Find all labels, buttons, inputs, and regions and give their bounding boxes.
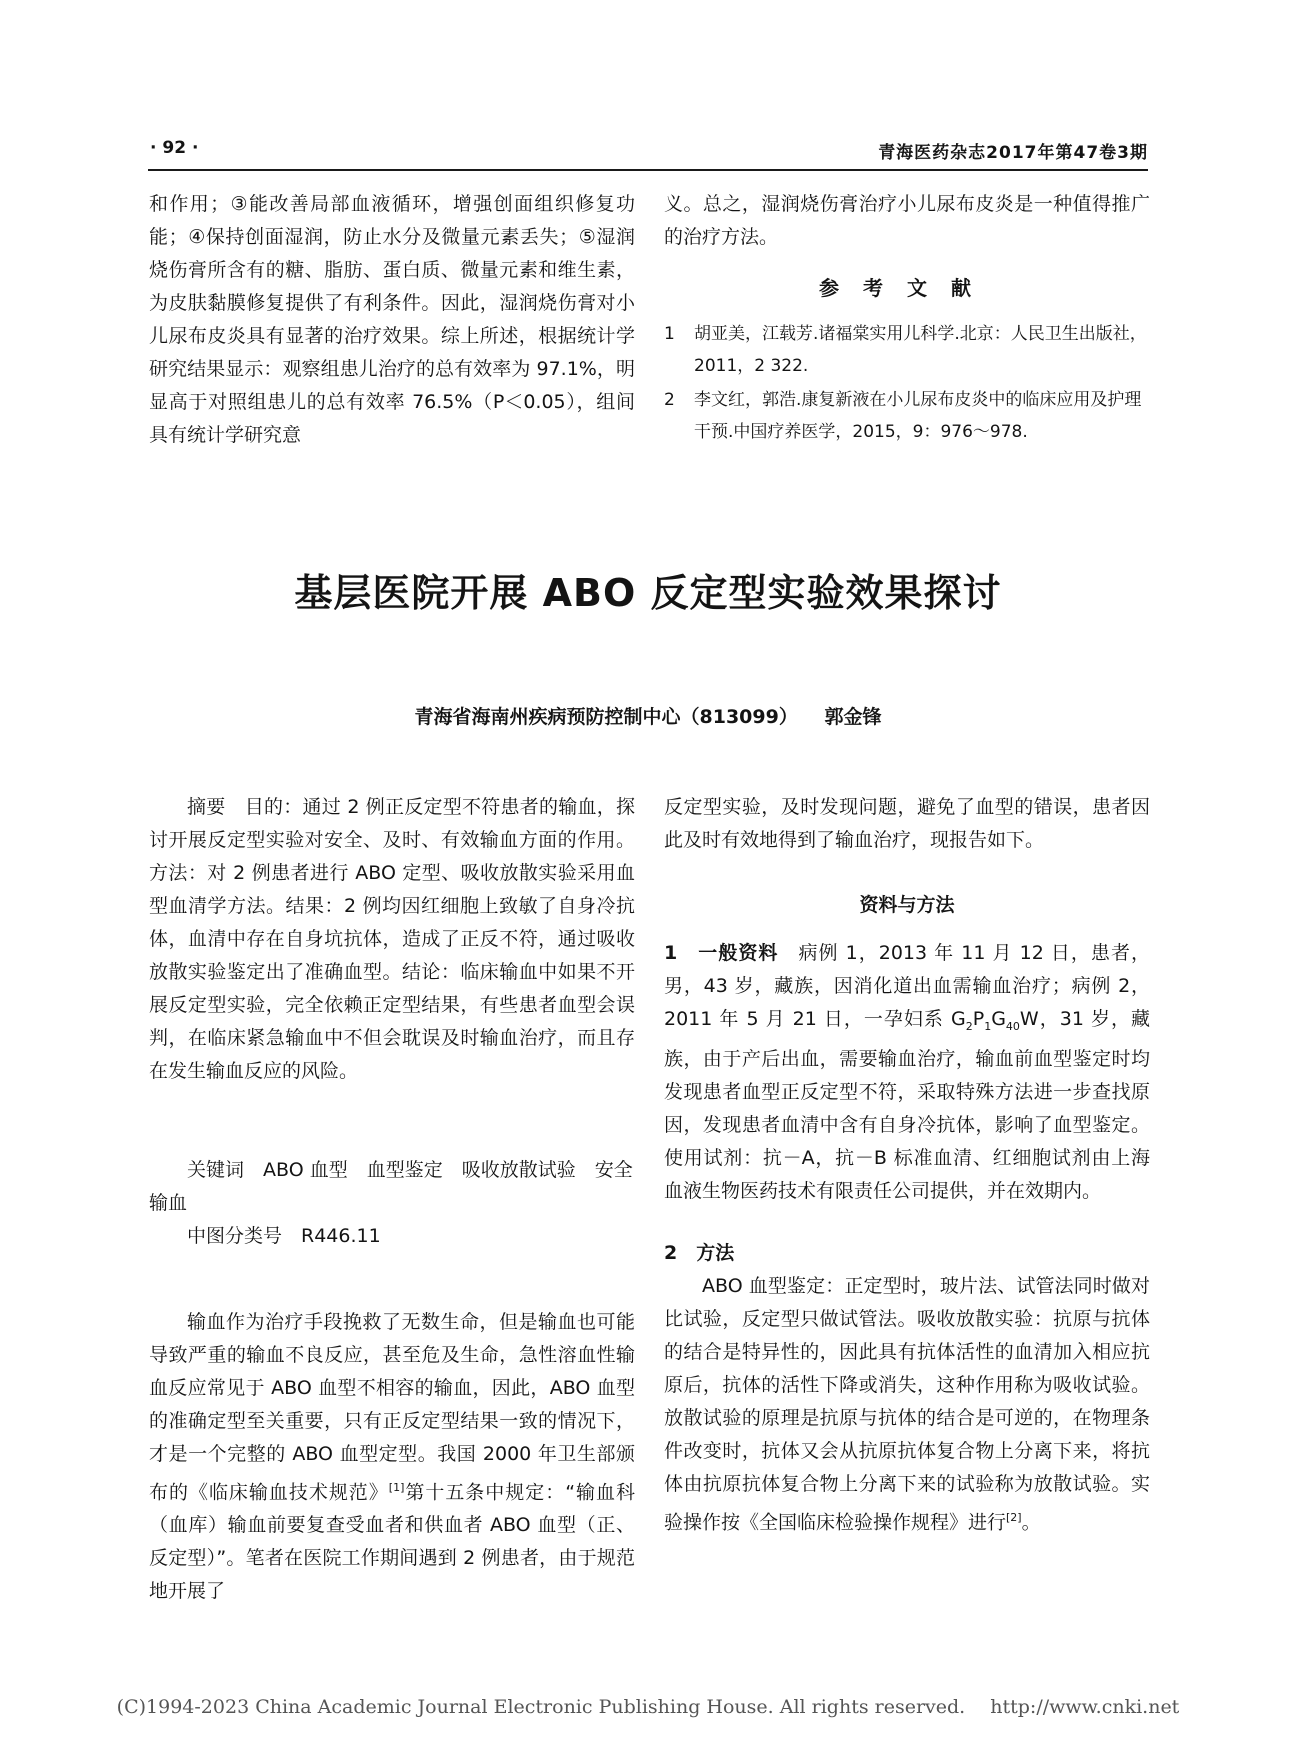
abstract: 摘要 目的：通过 2 例正反定型不符患者的输血，探讨开展反定型实验对安全、及时、有效输血方面的作用。方法：对 2 例患者进行 ABO 定型、吸收放散实验采用血型血清学方法。结果：2 例均因红细胞上致敏了自身冷抗体，血清中存在自身坑抗体，造成了正反不符，通过吸收放散实验鉴定出了准确血型。结论：临床输血中如果不开展反定型实验，完全依赖正定型结果，有些患者血型会误判，在临床紧急输血中不但会耽误及时输血治疗，而且存在发生输血反应的风险。 [149,796,635,1082]
reference-text: 李文红，郭浩.康复新液在小儿尿布皮炎中的临床应用及护理干预.中国疗养医学，2015，9：976～978. [694,390,1142,442]
affiliation: 青海省海南州疾病预防控制中心（813099） [414,706,798,728]
introduction-continued: 反定型实验，及时发现问题，避免了血型的错误，患者因此及时有效地得到了输血治疗，现报告如下。 [664,796,1150,851]
para-subscript: 1 [984,1019,992,1033]
intro-text-1: 输血作为治疗手段挽救了无数生命，但是输血也可能导致严重的输血不良反应，甚至危及生命，急性溶血性输血反应常见于 ABO 血型不相容的输血，因此，ABO 血型的准确定型至关重要，只有正反定型结果一致的情况下，才是一个完整的 ABO 血型定型。我国 2000 年卫生部颁布的《临床输血技术规范》 [149,1311,635,1504]
general-data-text-2: W，31 岁，藏族，由于产后出血，需要输血治疗，输血前血型鉴定时均发现患者血型正反定型不符，采取特殊方法进一步查找原因，发现患者血清中含有自身冷抗体，影响了血型鉴定。使用试剂：抗－A，抗－B 标准血清、红细胞试剂由上海血液生物医药技术有限责任公司提供，并在效期内。 [664,1008,1150,1202]
classification: 中图分类号 R446.11 [187,1225,381,1247]
general-data-text-1: 病例 1，2013 年 11 月 12 日，患者，男，43 岁，藏族，因消化道出血需输血治疗；病例 2，2011 年 5 月 21 日，一孕妇系 G [664,942,1150,1030]
subsection-heading-2: 2 方法 [664,1242,735,1264]
para-letter: P [972,1008,985,1030]
references-list [664,318,1150,448]
subsection-heading-1: 1 一般资料 [664,942,779,964]
citation-2: [2] [1006,1511,1022,1524]
reference-number: 1 [664,324,675,344]
author: 郭金锋 [824,706,882,728]
section-heading: 资料与方法 [859,894,955,916]
introduction [149,1306,635,1608]
prev-article-text-left: 和作用；③能改善局部血液循环，增强创面组织修复功能；④保持创面湿润，防止水分及微量元素丢失；⑤湿润烧伤膏所含有的糖、脂肪、蛋白质、微量元素和维生素，为皮肤黏膜修复提供了有利条件。因此，湿润烧伤膏对小儿尿布皮炎具有显著的治疗效果。综上所述，根据统计学研究结果显示：观察组患儿治疗的总有效率为 97.1%，明显高于对照组患儿的总有效率 76.5%（P＜0.05），组间具有统计学研究意 [149,193,635,446]
citation-1: [1] [388,1481,405,1494]
gravida-subscript: 2 [965,1019,973,1033]
reference-item [664,384,1150,448]
header-rule [148,169,1148,171]
gestation-subscript: 40 [1005,1019,1020,1033]
reference-text: 胡亚美，江载芳.诸福棠实用儿科学.北京：人民卫生出版社，2011，2 322. [694,324,1147,376]
intro-text-2: 第十五条中规定：“输血科（血库）输血前要复查受血者和供血者 ABO 血型（正、反定型）”。笔者在医院工作期间遇到 2 例患者，由于规范地开展了 [149,1481,635,1603]
references-title: 参考文献 [819,276,995,300]
journal-header: 青海医药杂志2017年第47卷3期 [878,143,1148,163]
methods-end: 。 [1021,1511,1041,1534]
reference-number: 2 [664,390,675,410]
gestation-letter: G [991,1008,1006,1030]
article-title: 基层医院开展 ABO 反定型实验效果探讨 [294,571,1002,615]
affiliation-line [0,702,1296,729]
copyright-watermark: (C)1994-2023 China Academic Journal Electronic Publishing House. All rights reserved. http://www.cnki.net [116,1696,1180,1718]
reference-item [664,318,1150,382]
general-data-paragraph [664,937,1150,1208]
methods-text: ABO 血型鉴定：正定型时，玻片法、试管法同时做对比试验，反定型只做试管法。吸收放散实验：抗原与抗体的结合是特异性的，因此具有抗体活性的血清加入相应抗原后，抗体的活性下降或消失，这种作用称为吸收试验。放散试验的原理是抗原与抗体的结合是可逆的，在物理条件改变时，抗体又会从抗原抗体复合物上分离下来，将抗体由抗原抗体复合物上分离下来的试验称为放散试验。实验操作按《全国临床检验操作规程》进行 [664,1275,1150,1534]
prev-article-text-right: 义。总之，湿润烧伤膏治疗小儿尿布皮炎是一种值得推广的治疗方法。 [664,193,1150,248]
keywords: 关键词 ABO 血型 血型鉴定 吸收放散试验 安全输血 [149,1159,633,1214]
page-number: · 92 · [150,138,199,158]
methods-paragraph [664,1270,1150,1539]
